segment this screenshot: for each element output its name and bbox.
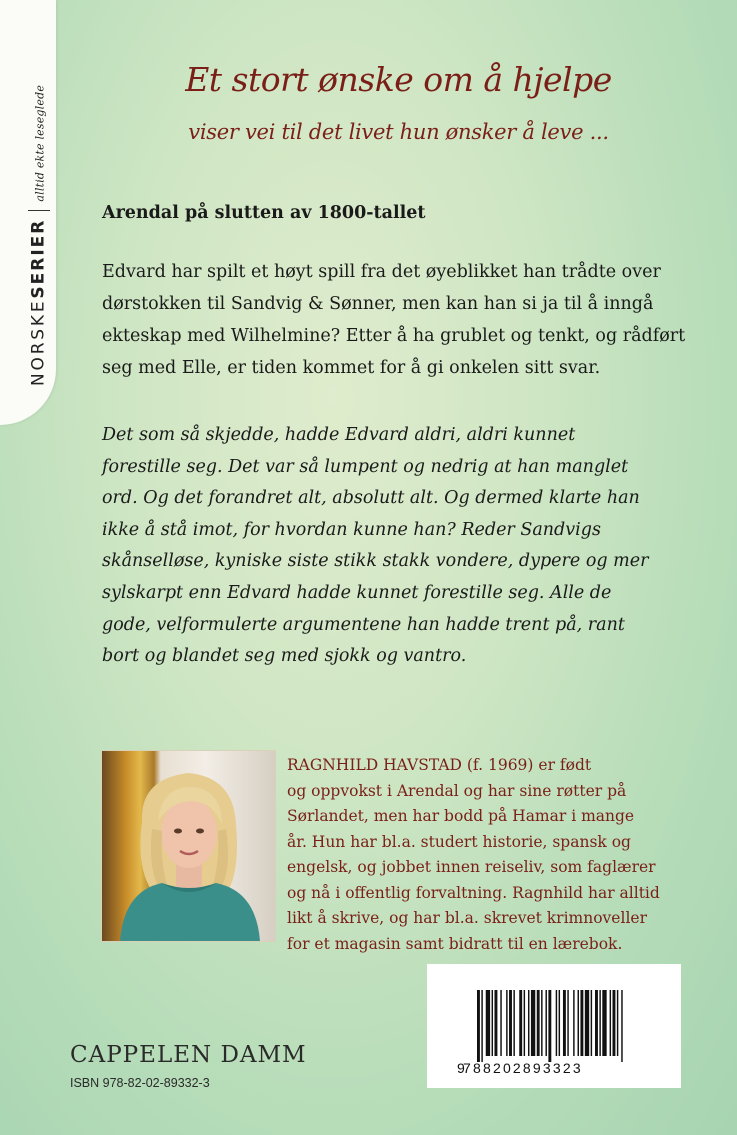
series-name-part2: SERIER — [28, 218, 49, 299]
barcode-bar — [509, 990, 512, 1056]
barcode-bar — [486, 990, 490, 1056]
barcode-bar — [595, 990, 598, 1056]
author-bio — [287, 753, 707, 957]
bio-line: og nå i offentlig forvaltning. Ragnhild har alltid — [287, 883, 660, 902]
barcode-bar — [524, 990, 525, 1056]
series-name-part1: NORSKE — [28, 298, 49, 386]
blurb-paragraph-1 — [102, 256, 702, 384]
barcode-bar — [513, 990, 514, 1056]
barcode-bar — [578, 990, 579, 1056]
blurb-line: gode, velformulerte argumentene han hadde trent på, rant — [102, 614, 625, 635]
barcode-bar — [477, 990, 480, 1062]
barcode-bar — [563, 990, 566, 1056]
barcode-digits: 788202893323 — [463, 1060, 583, 1076]
series-divider — [28, 210, 50, 211]
barcode-bar — [537, 990, 540, 1056]
headline-line2: viser vei til det livet hun ønsker å leve ... — [188, 120, 609, 144]
blurb-line: skånselløse, kyniske siste stikk stakk vondere, dypere og mer — [102, 551, 649, 572]
series-tab — [0, 0, 56, 425]
barcode-bar — [613, 990, 616, 1056]
blurb-line: Det som så skjedde, hadde Edvard aldri, aldri kunnet — [102, 425, 576, 445]
blurb-line: bort og blandet seg med sjokk og vantro. — [102, 646, 467, 667]
barcode-bar — [492, 990, 493, 1056]
barcode-bar — [573, 990, 574, 1056]
bio-line: likt å skrive, og har bl.a. skrevet krimnoveller — [287, 909, 647, 927]
barcode-bar — [500, 990, 501, 1056]
barcode-bar — [617, 990, 618, 1056]
author-photo — [101, 750, 276, 942]
bio-line: for et magasin samt bidratt til en lærebok. — [287, 934, 623, 953]
barcode-bar — [621, 990, 622, 1062]
barcode-bar — [585, 990, 589, 1056]
barcode-bar — [481, 990, 482, 1062]
blurb-line: Edvard har spilt et høyt spill fra det øyeblikket han trådte over — [102, 262, 661, 282]
blurb-paragraph-2 — [102, 420, 702, 673]
series-tagline: alltid ekte leseglede — [33, 84, 47, 202]
barcode-bar — [556, 990, 557, 1056]
barcode-bar — [548, 990, 551, 1062]
bio-line: engelsk, og jobbet innen reiseliv, som faglærer — [287, 858, 656, 876]
blurb-line: forestille seg. Det var så lumpent og nedrig at han manglet — [102, 456, 629, 477]
blurb-line: sylskarpt enn Edvard hadde kunnet forestille seg. Alle de — [102, 582, 612, 603]
isbn-text: ISBN 978-82-02-89332-3 — [70, 1076, 210, 1090]
headline-line1: Et stort ønske om å hjelpe — [185, 60, 612, 99]
bio-line: Sørlandet, men har bodd på Hamar i mange — [287, 807, 635, 825]
bio-line: RAGNHILD HAVSTAD (f. 1969) er født — [287, 756, 592, 774]
barcode-bar — [599, 990, 600, 1056]
barcode-bar — [567, 990, 568, 1056]
bio-line: og oppvokst i Arendal og har sine røtter på — [287, 781, 627, 800]
barcode-bar — [610, 990, 611, 1056]
bio-line: år. Hun har bl.a. studert historie, spansk og — [287, 832, 631, 851]
blurb-line: ord. Og det forandret alt, absolutt alt. Og dermed klarte han — [102, 488, 640, 509]
author-portrait-illustration — [102, 751, 275, 941]
barcode-first-digit: 9 — [457, 1060, 465, 1076]
barcode — [427, 964, 681, 1088]
barcode-bar — [591, 990, 592, 1056]
barcode-bar — [541, 990, 542, 1056]
barcode-bar — [519, 990, 522, 1056]
blurb-line: ekteskap med Wilhelmine? Etter å ha grublet og tenkt, og rådført — [102, 326, 686, 346]
blurb-line: ikke å stå imot, for hvordan kunne han? Reder Sandvigs — [102, 519, 601, 540]
barcode-bar — [602, 990, 606, 1056]
barcode-bar — [494, 990, 497, 1056]
series-tab-text — [28, 85, 50, 386]
blurb-line: seg med Elle, er tiden kommet for å gi onkelen sitt svar. — [102, 358, 601, 378]
barcode-bar — [528, 990, 529, 1056]
barcode-bar — [506, 990, 507, 1056]
blurb-line: dørstokken til Sandvig & Sønner, men kan han si ja til å inngå — [102, 294, 654, 314]
barcode-bar — [545, 990, 546, 1056]
barcode-bar — [580, 990, 583, 1056]
setting-subtitle: Arendal på slutten av 1800-tallet — [102, 203, 426, 223]
publisher-logo: CAPPELEN DAMM — [70, 1042, 307, 1068]
barcode-bar — [559, 990, 560, 1056]
barcode-bar — [531, 990, 535, 1056]
